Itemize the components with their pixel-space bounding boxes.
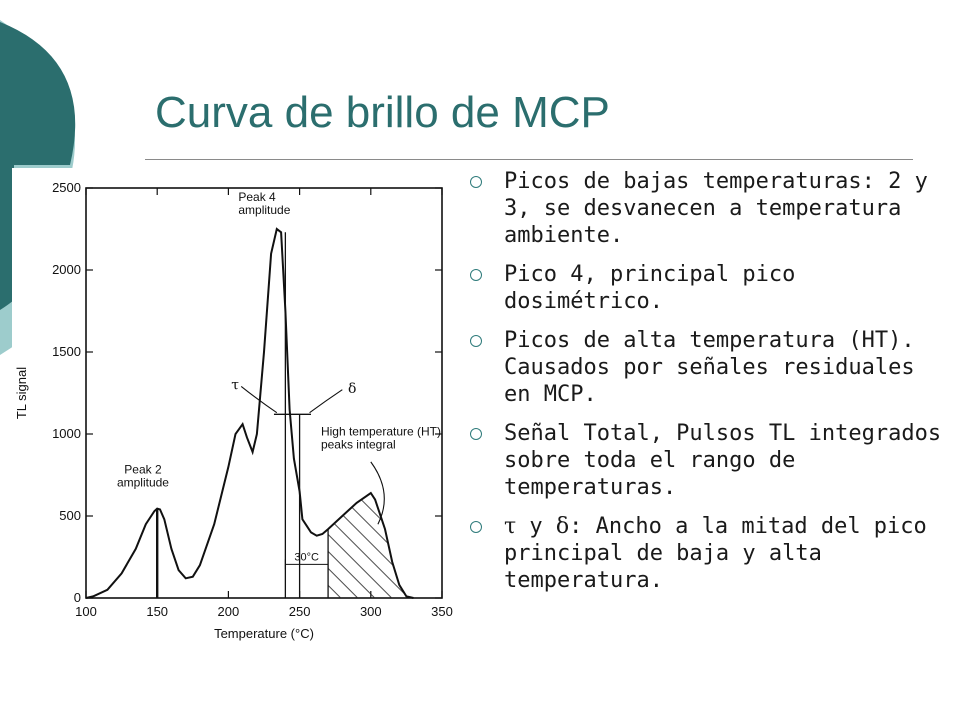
tau-symbol: τ <box>504 514 517 539</box>
y-tick-label: 2500 <box>52 180 81 195</box>
x-tick-label: 350 <box>431 604 453 619</box>
bullet-item <box>470 513 950 594</box>
x-tick-label: 300 <box>359 604 382 619</box>
delta-pointer <box>310 390 343 413</box>
slide-title: Curva de brillo de MCP <box>155 88 610 137</box>
peak4-annotation: Peak 4 amplitude <box>238 190 291 218</box>
bullet-conjunction: y <box>516 514 556 539</box>
glow-curve-chart <box>12 168 462 648</box>
delta-label: δ <box>348 381 357 397</box>
bullet-text: Señal Total, Pulsos TL integrados sobre toda el rango de temperaturas. <box>504 421 942 500</box>
title-divider <box>145 159 913 160</box>
bullet-circle-icon <box>470 335 482 347</box>
bullet-text: Picos de bajas temperaturas: 2 y 3, se desvanecen a temperatura ambiente. <box>504 169 928 248</box>
glow-curve-figure <box>12 168 462 648</box>
bullet-item <box>470 261 950 315</box>
bullet-text: Picos de alta temperatura (HT). Causados por señales residuales en MCP. <box>504 328 915 407</box>
y-tick-label: 1500 <box>52 344 81 359</box>
bullet-circle-icon <box>470 269 482 281</box>
bullet-item <box>470 327 950 408</box>
x-tick-label: 100 <box>75 604 97 619</box>
ht-hatched-region <box>328 493 403 598</box>
bullet-list <box>470 168 950 606</box>
ht-annotation: High temperature (HT) peaks integral <box>320 424 442 452</box>
y-tick-label: 0 <box>73 590 81 605</box>
plot-frame <box>86 188 442 598</box>
y-tick-label: 2000 <box>52 262 81 277</box>
bullet-circle-icon <box>470 176 482 188</box>
x-tick-label: 150 <box>146 604 169 619</box>
tau-label: τ <box>231 377 239 394</box>
bullet-item <box>470 420 950 501</box>
bullet-circle-icon <box>470 428 482 440</box>
x-tick-label: 200 <box>217 604 240 619</box>
x-tick-label: 250 <box>288 604 311 619</box>
width-annotation: 30°C <box>294 551 320 564</box>
bullet-item <box>470 168 950 249</box>
bullet-rest-text: : Ancho a la mitad del pico principal de baja y alta temperatura. <box>504 514 927 593</box>
y-axis-label: TL signal <box>14 366 29 420</box>
delta-symbol: δ <box>555 514 570 539</box>
y-tick-label: 500 <box>59 508 81 523</box>
bullet-text <box>504 513 950 594</box>
peak2-annotation: Peak 2 amplitude <box>116 462 169 490</box>
bullet-circle-icon <box>470 521 482 533</box>
y-tick-label: 1000 <box>52 426 81 441</box>
x-axis-label: Temperature (°C) <box>214 626 314 641</box>
bullet-text: Pico 4, principal pico dosimétrico. <box>504 262 796 314</box>
